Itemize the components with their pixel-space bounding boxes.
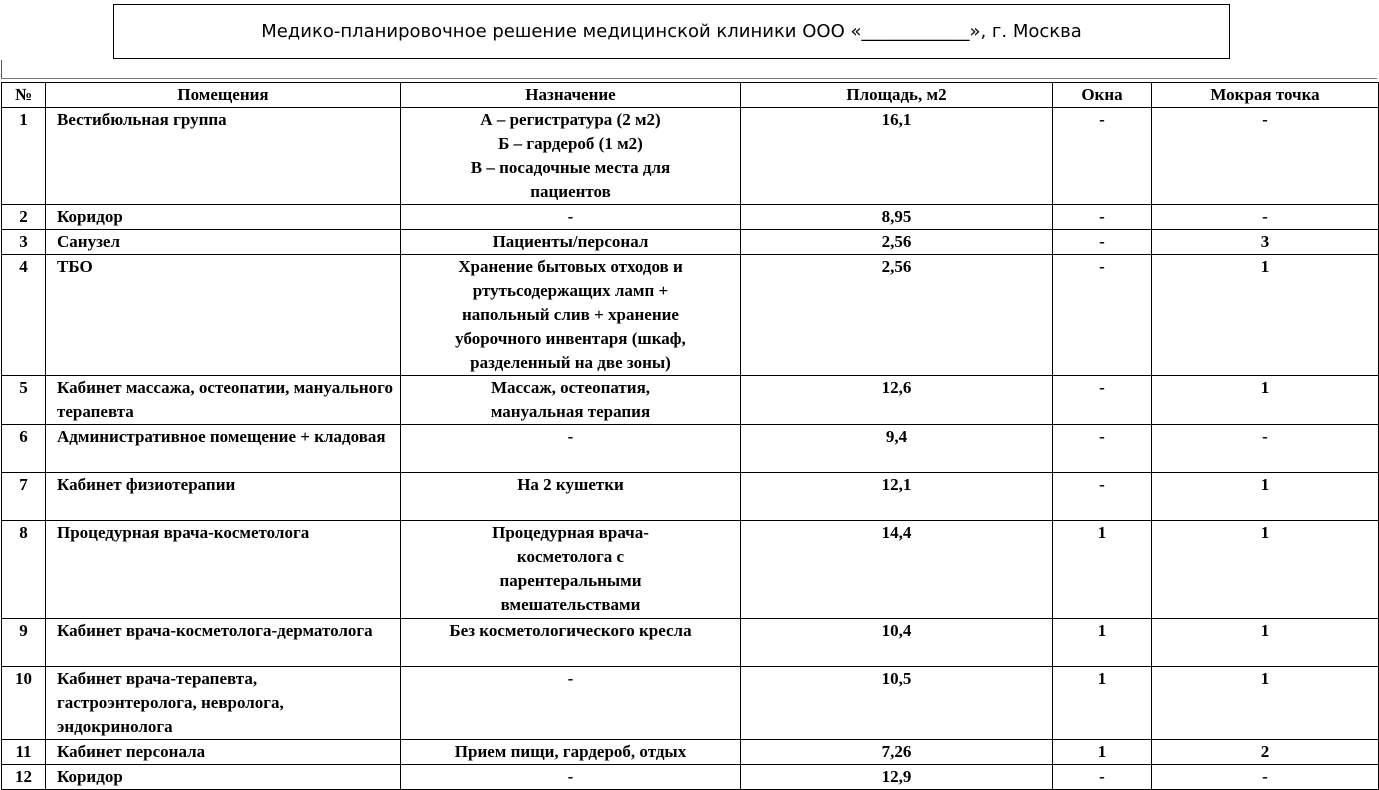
table-row (2, 108, 1379, 205)
room-windows: - (1053, 108, 1152, 205)
room-purpose (401, 425, 741, 473)
table-row (2, 667, 1379, 740)
room-area: 8,95 (741, 205, 1053, 230)
room-name: Административное помещение + кладовая (46, 425, 401, 473)
row-number: 12 (2, 765, 46, 790)
room-purpose (401, 765, 741, 790)
room-area: 12,6 (741, 376, 1053, 425)
row-number: 8 (2, 521, 46, 619)
room-name: Кабинет персонала (46, 740, 401, 765)
room-windows: - (1053, 376, 1152, 425)
table-row (2, 205, 1379, 230)
document-title-box (113, 4, 1230, 59)
col-header-num: № (2, 83, 46, 108)
room-wet-point: 1 (1152, 521, 1379, 619)
rooms-table (1, 82, 1379, 790)
room-windows: - (1053, 230, 1152, 255)
room-area: 9,4 (741, 425, 1053, 473)
room-purpose (401, 376, 741, 425)
room-purpose (401, 205, 741, 230)
room-windows: 1 (1053, 740, 1152, 765)
room-area: 2,56 (741, 255, 1053, 376)
purpose-line: Прием пищи, гардероб, отдых (454, 742, 687, 761)
table-body (2, 108, 1379, 790)
purpose-line: Без косметологического кресла (449, 621, 692, 640)
purpose-line: На 2 кушетки (517, 475, 624, 494)
table-row (2, 255, 1379, 376)
purpose-line: косметолога с (516, 547, 625, 566)
room-windows: - (1053, 765, 1152, 790)
purpose-line: Массаж, остеопатия, (490, 378, 651, 397)
room-wet-point: 1 (1152, 619, 1379, 667)
room-wet-point: 1 (1152, 473, 1379, 521)
table-row (2, 376, 1379, 425)
row-number: 4 (2, 255, 46, 376)
room-name: Кабинет массажа, остеопатии, мануального терапевта (46, 376, 401, 425)
room-purpose (401, 108, 741, 205)
room-area: 12,9 (741, 765, 1053, 790)
table-row (2, 619, 1379, 667)
purpose-line: напольный слив + хранение (462, 305, 679, 324)
purpose-line: Пациенты/персонал (492, 232, 649, 251)
room-wet-point: 1 (1152, 376, 1379, 425)
purpose-line: мануальная терапия (490, 402, 651, 421)
row-number: 3 (2, 230, 46, 255)
row-number: 2 (2, 205, 46, 230)
room-purpose (401, 230, 741, 255)
room-wet-point: 3 (1152, 230, 1379, 255)
margin-tick (1, 60, 2, 78)
purpose-line: - (567, 427, 574, 446)
purpose-line: В – посадочные места для (470, 158, 671, 177)
room-area: 10,4 (741, 619, 1053, 667)
purpose-line: Б – гардероб (1 м2) (498, 134, 643, 153)
room-name: Кабинет физиотерапии (46, 473, 401, 521)
room-wet-point: - (1152, 108, 1379, 205)
room-purpose (401, 740, 741, 765)
col-header-purpose: Назначение (401, 83, 741, 108)
col-header-room: Помещения (46, 83, 401, 108)
room-name: Вестибюльная группа (46, 108, 401, 205)
room-area: 14,4 (741, 521, 1053, 619)
purpose-line: парентеральными (499, 571, 642, 590)
table-header-row (2, 83, 1379, 108)
purpose-line: ртутьсодержащих ламп + (472, 281, 669, 300)
purpose-line: пациентов (530, 182, 611, 201)
purpose-line: вмешательствами (500, 595, 641, 614)
room-wet-point: 1 (1152, 255, 1379, 376)
purpose-line: - (567, 669, 574, 688)
room-area: 16,1 (741, 108, 1053, 205)
room-name: Коридор (46, 765, 401, 790)
purpose-line: А – регистратура (2 м2) (480, 110, 661, 129)
room-name: Процедурная врача-косметолога (46, 521, 401, 619)
row-number: 7 (2, 473, 46, 521)
room-windows: - (1053, 473, 1152, 521)
table-row (2, 230, 1379, 255)
table-row (2, 473, 1379, 521)
table-row (2, 521, 1379, 619)
room-wet-point: - (1152, 765, 1379, 790)
room-wet-point: - (1152, 425, 1379, 473)
room-name: ТБО (46, 255, 401, 376)
room-windows: - (1053, 255, 1152, 376)
purpose-line: разделенный на две зоны) (470, 353, 671, 372)
row-number: 9 (2, 619, 46, 667)
room-purpose (401, 667, 741, 740)
purpose-line: уборочного инвентаря (шкаф, (455, 329, 686, 348)
room-area: 2,56 (741, 230, 1053, 255)
room-name: Коридор (46, 205, 401, 230)
col-header-windows: Окна (1053, 83, 1152, 108)
room-area: 12,1 (741, 473, 1053, 521)
room-windows: 1 (1053, 521, 1152, 619)
room-windows: 1 (1053, 667, 1152, 740)
room-purpose (401, 255, 741, 376)
row-number: 1 (2, 108, 46, 205)
room-purpose (401, 473, 741, 521)
room-purpose (401, 521, 741, 619)
document-title: Медико-планировочное решение медицинской клиники ООО «____________», г. Москва (261, 21, 1082, 42)
col-header-area: Площадь, м2 (741, 83, 1053, 108)
room-wet-point: 1 (1152, 667, 1379, 740)
room-windows: - (1053, 425, 1152, 473)
room-name: Кабинет врача-косметолога-дерматолога (46, 619, 401, 667)
purpose-line: Процедурная врача- (492, 523, 649, 542)
table-row (2, 740, 1379, 765)
top-rule (1, 78, 1377, 79)
room-wet-point: - (1152, 205, 1379, 230)
row-number: 5 (2, 376, 46, 425)
room-name: Санузел (46, 230, 401, 255)
room-purpose (401, 619, 741, 667)
purpose-line: - (567, 207, 574, 226)
table-row (2, 765, 1379, 790)
room-windows: - (1053, 205, 1152, 230)
room-wet-point: 2 (1152, 740, 1379, 765)
room-name: Кабинет врача-терапевта, гастроэнтеролога, невролога, эндокринолога (46, 667, 401, 740)
room-area: 7,26 (741, 740, 1053, 765)
table-row (2, 425, 1379, 473)
row-number: 11 (2, 740, 46, 765)
purpose-line: Хранение бытовых отходов и (458, 257, 683, 276)
col-header-wet: Мокрая точка (1152, 83, 1379, 108)
row-number: 6 (2, 425, 46, 473)
room-windows: 1 (1053, 619, 1152, 667)
row-number: 10 (2, 667, 46, 740)
purpose-line: - (567, 767, 574, 786)
room-area: 10,5 (741, 667, 1053, 740)
